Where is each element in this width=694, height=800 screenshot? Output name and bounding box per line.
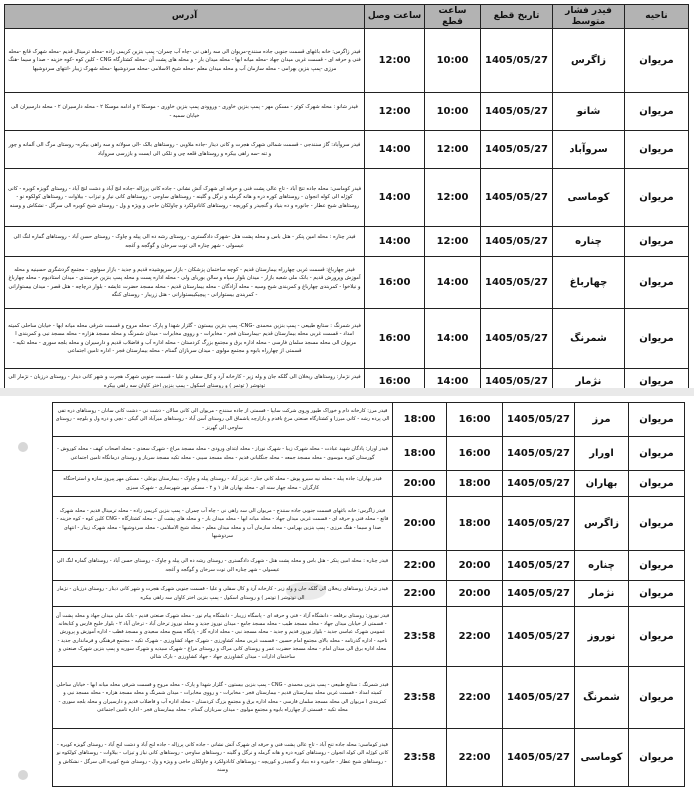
row-address: فیدر شانو : محله شهرک کوثر - مسکن مهر - پمپ بنزین خاوری - وروودی پمپ بنزین خاوری - موسکا ۲ و ادامه موسکا ۲ - محله دارسیران ۲ - محله دارسیران الی خیابان سمیه - [5,93,365,131]
row-address: فیدر شمرنگ : ستابع طبیعی - پمپ بنزین محمدی -CNG- پمپ بنزین بیستون - گلزار شهدا و پارک -محله مروح و قسمت شرقی محله میانه ابها - خیابان ساحلی کمیته امداد - قسمت غربی محله بیمارستان قدیم -بیمارستان فجر - مخابرات - و رووی مخابرات - میدان شمرنگ و محله مسجد هزاره - محله مسجد نبی و کمربندی ا مریوان الی محله مسجد سلمان فارسی - محله اداره برق و مجتمع بزرگ کردستان - محله اداره آب و فاضلاب قدیم و دارسیران و محله بلجه سوری - محله تکیه - قسمتی از چهارراه بابوه و مجتمع مولوی - میدان سربازان گمنام - محله بیمارستان فجر - اداره تامین اجتماعی [5,309,365,369]
table-row [53,437,685,471]
row-cut-time: 18:00 [447,471,503,497]
row-cut-time: 14:00 [425,369,481,395]
outage-table-top [4,4,689,395]
row-feeder: زاگرس [575,497,629,551]
row-feeder: چناره [575,551,629,581]
row-restore-time: 23:58 [393,729,447,787]
row-cut-time: 18:00 [447,497,503,551]
header-cut-time: ساعت قطع [425,5,481,29]
row-address: فیدر زاگرس: خانه باغهای قسمت جنوبی جاده سنندج - مریوان الی سه راهی نی - چاه آب چمران - پمپ بنزین کریمی زاده - محله ترمینال قدیم - محله شهرک قانع - محله فنی و حرفه ای - قسمت غربی میدان جهاد - محله میانه ابها - محله میدان بار - و محله های پشت آن - محله کشتارگاه - CNG کلین کوه - کوه خزینه - صدا و سیما - هنگ مرزی - پمپ بنزین بهرامی - محله سازمان آب و محله میدان معلم - محله شیخ الاسلامی - محله سردوشیها - محله شهرک زیبار - انتهای سردوشیها [53,497,393,551]
row-cut-time: 22:00 [447,729,503,787]
row-restore-time: 16:00 [365,257,425,309]
row-date: 1405/05/27 [503,471,575,497]
table-row [53,551,685,581]
row-area: مریوان [629,551,685,581]
row-restore-time: 16:00 [365,369,425,395]
row-area: مریوان [629,667,685,729]
row-date: 1405/05/27 [481,93,553,131]
row-restore-time: 23:58 [393,607,447,667]
table-row [5,29,689,93]
row-restore-time: 12:00 [365,29,425,93]
row-feeder: نژمار [553,369,625,395]
row-area: مریوان [625,369,689,395]
row-cut-time: 16:00 [447,437,503,471]
row-area: مریوان [625,93,689,131]
row-area: مریوان [629,729,685,787]
table-row [53,607,685,667]
outage-table-bottom [52,402,685,787]
scan-hole-mark [18,442,28,452]
row-address: فیدر زاگرس: خانه باغهای قسمت جنوبی جاده سنندج-مریوان الی سه راهی نی -چاه آب چمران- پمپ بنزین کریمی زاده -محله ترمینال قدیم -محله شهرک قانع -محله فنی و حرفه ای - قسمت غربی میدان جهاد -محله میانه ابها - محله میدان بار - و محله های پشت آن -محله کشتارگاه CNG - کلین کوه -کوه خزینه - صدا و سیما -هنگ مرزی -پمپ بنزین بهرامی - محله سازمان آب و محله میدان معلم -محله شیخ الاسلامی -محله سردوشیها -محله شهرک زیبار -انتهای سردوشیها [5,29,365,93]
table-row [5,93,689,131]
row-cut-time: 20:00 [447,551,503,581]
row-feeder: بهاران [575,471,629,497]
table-row [53,497,685,551]
row-feeder: نژمار [575,581,629,607]
row-address: فیدر کوماسی: محله جاده تنج آباد - تاج عالی پشت فنی و حرفه ای شهرک آتش نشانی - جاده کانی پرزاله -جاده لنج آباد و دشت لنج آباد - روستای گویزه کویره - کانی کوژله الی کوله انجوان - روستاهای کوره دره و هانه گرمله و نرگل و گلینه - روستاهای ساوجی - روستاهای کانی نیاز و تیزاب - بیلاوات - روستاهای کولکوه نو - روستاهای شیخ عطار - جانوره و ده بنیاد و گنجیدر و کوریچه - روستاهای کانادولکرد و چاولکان حاجی و ویژه و ول - روستای شیخ کویره الی سرگل - نشکاش و وسنه [5,169,365,227]
row-address: فیدر چناره : محله امین پنکر - هتل باس و محله پشت هتل -شهرک دادگستری - روستای رشه ده الی پیله و چاوک - روستای حسن آباد - روستاهای گماره لنگ الی عیسولی - شهر چناره الی توت سرخان و گوگجه و آغجه [5,227,365,257]
table-row [5,131,689,169]
row-area: مریوان [629,581,685,607]
row-date: 1405/05/27 [503,437,575,471]
outage-sheet-bottom [0,396,694,800]
row-feeder: چناره [553,227,625,257]
row-date: 1405/05/27 [503,551,575,581]
row-cut-time: 20:00 [447,581,503,607]
row-address: فیدر شمرنگ : ستابع طبیعی - پمپ بنزین محمدی - CNG - پمپ بنزین بیستون - گلزار شهدا و پارک - محله مروح و قسمت شرقی محله میانه ابها - خیابان ساحلی کمیته امداد - قسمت غربی محله بیمارستان قدیم - بیمارستان فجر - مخابرات - و رووی مخابرات - میدان شمرنگ و محله مسجد هزاره - محله مسجد نبی و کمربندی ا مریوان الی محله مسجد سلمان فارسی - محله اداره برق و مجتمع بزرگ کردستان - محله اداره آب و فاضلاب قدیم و دارسیران و محله بلجه سوری - محله تکیه - قسمتی از چهارراه بابوه و مجتمع مولوی - میدان سربازان گمنام - محله بیمارستان فجر - اداره تامین اجتماعی [53,667,393,729]
row-address: فیدر چناره : محله امین پنکر - هتل باس و محله پشت هتل - شهرک دادگستری - روستای رشه ده الی پیله و چاوک - روستای حسن آباد - روستاهای گماره لنگ الی عیسولی - شهر چناره الی توت سرخان و گوگجه و آغجه [53,551,393,581]
row-date: 1405/05/27 [481,369,553,395]
row-restore-time: 16:00 [365,309,425,369]
row-area: مریوان [625,131,689,169]
header-area: ناحیه [625,5,689,29]
row-feeder: کوماسی [553,169,625,227]
header-restore-time: ساعت وصل [365,5,425,29]
row-cut-time: 14:00 [425,309,481,369]
scan-hole-mark [18,770,28,780]
row-feeder: سروآباد [553,131,625,169]
table-row [53,581,685,607]
row-address: فیدر سروآباد: گاز سنندجی - قسمت شمالی شهرک هجرت و کانی دینار -جاده ملاوبی - روستاهای بالک -الی سولانه و سه راهی بیکره- روستای مرگ الی آلمانه و چور و تنه -سه راهی بیکره و روستاهای قلعه چی و تلکی الی ایست و بازرسی سروآباد [5,131,365,169]
row-address: فیدر چهارباغ: قسمت غربی چهارراه بیمارستان قدیم - کوچه ساختمان پزشکان - بازار سرپوشیده قدیم و جدید - بازار سولوی - مجتمع گردشگری حسینیه و محله آموزش وپرورش قدیم - بانک ملی شعبه بازار - میدان بلوار سپاه و سالن بوریای ولی - محله اداره پست و محله پمپ بنزین خرسندی - میدان استادیوم - محله چهارباغ و نیلاخوا - کمربندی چهارباغ و کمربندی شیخ وسیه - محله آزادگان - محله بیمارستان قدیم - محله مسجد حضرت عایشه - بلوار درچاچه - هتل قصر - میدان بیستوارانی - کمربندی بیستوارانی - پیچیکیبستوارانی - هتل زریبار - روستای کنگه [5,257,365,309]
row-area: مریوان [625,309,689,369]
page-separator [0,388,694,396]
row-restore-time: 20:00 [393,471,447,497]
table-row [53,729,685,787]
row-restore-time: 20:00 [393,497,447,551]
row-address: فیدر بهاران: جاده پیله - محله نیه سیرو پوش - محله کانی جنار - عزیز آباد - روستای پیله و چاوک - بیمارستان بوعلی - مسکن مهر پیروز سازه و استراحتگاه کارگران - محله چهار سنه ای - محله بهاران فاز ۱ و ۲ - مسکن مهر شهرسازی - شهرک سبزی [53,471,393,497]
row-feeder: شمرنگ [575,667,629,729]
row-date: 1405/05/27 [503,403,575,437]
row-restore-time: 14:00 [365,169,425,227]
row-cut-time: 12:00 [425,131,481,169]
row-feeder: چهارباغ [553,257,625,309]
row-area: مریوان [629,497,685,551]
row-restore-time: 22:00 [393,581,447,607]
row-address: فیدر نژمار: روستاهای ریخلان الی گلکه جان و وله زیر - کارخانه آرد و کال سقلی و علیا - قسمت جنوبی شهرک هجرت و شهر کانی دینار - روستای درزیان - نژمار الی توتوشر ( توتمر ) و روستای اسکول - پمپ بنزین اختر کاوان سه راهی بیکره [5,369,365,395]
row-feeder: شانو [553,93,625,131]
row-address: فیدر نوروز: روستای برقلعه - دانشگاه آزاد - فنی و حرفه ای - پاسگاه زریبار - دانشگاه پیام نور - محله شهرک صنعتی قدیم - بانک ملی میدان جهاد و محله پشت آن - قسمتی از خیابان میدان جهاد - محله مسجد طیب - محله مسجد جامع - میدان نوروز جدید و محله نوروز ترخان آباد - ترخان آباد ۲ - بلوار خلیج فارس و کتابخانه عمومی شهرک عباسی جدید - بلوار نوروز قدیم و جدید - محله مسجد نبی - محله اداره گاز - پایگاه بسیج محله سعیدی و مسجد قطب - اداره آموزش و پرورش ناحیه - اداره گذرنامه - محله بالای مجتمع امام حسین - قسمت غربی محله کشاورزی - شهرک جهاد کشاورزی - شهرک تکیه - مجتمع فرهنگی و فرمانداری جدید - محله اداره برق الی میدان امام - محله مسجد حضرت عمر و روستای کانی مراک و روستای مراغ - شهرک سیدیه و شهرک سوریه و پمپ بنزین شهرک صنعتی و ساختمان ادارات - میدان کشاورزی جهاد - جهاد کشاورزی - بارک شالی [53,607,393,667]
row-area: مریوان [629,403,685,437]
row-date: 1405/05/27 [481,227,553,257]
row-feeder: کوماسی [575,729,629,787]
table-row [53,403,685,437]
row-feeder: اورار [575,437,629,471]
table-row [5,257,689,309]
row-date: 1405/05/27 [503,581,575,607]
row-date: 1405/05/27 [481,131,553,169]
row-date: 1405/05/27 [481,29,553,93]
row-cut-time: 10:00 [425,29,481,93]
table-row [53,471,685,497]
row-date: 1405/05/27 [503,667,575,729]
row-cut-time: 10:00 [425,93,481,131]
table-row [53,667,685,729]
row-restore-time: 18:00 [393,437,447,471]
header-date: تاریخ قطع [481,5,553,29]
row-date: 1405/05/27 [503,729,575,787]
outage-sheet-top [0,0,694,388]
row-area: مریوان [629,607,685,667]
header-address: آدرس [5,5,365,29]
row-cut-time: 14:00 [425,257,481,309]
row-date: 1405/05/27 [503,607,575,667]
header-feeder: فیدر فشار متوسط [553,5,625,29]
row-area: مریوان [625,257,689,309]
row-area: مریوان [625,169,689,227]
row-cut-time: 12:00 [425,227,481,257]
row-cut-time: 16:00 [447,403,503,437]
row-restore-time: 12:00 [365,93,425,131]
row-date: 1405/05/27 [503,497,575,551]
row-feeder: مرز [575,403,629,437]
row-address: فیدر مرز: کارخانه دام و خوراک طیور وروی شرکت سایپا - قسمتی از جاده سنندج - مریوان الی کانی سالان - دشت نی - دشت کانی سانان - روستاهای دره تفی الی پرده رشه - کانی میرزا و کشتارگاه صنعتی مرغ باقدم و بازارچه یاشماق الی روستای آسن آباد - روستاهای میرآباد الی گیکن - نچی و دره ول و بلوچه - روستای ساوجی الی گهرنز - [53,403,393,437]
row-date: 1405/05/27 [481,309,553,369]
row-address: فیدر کوماسی: محله جاده تنج آباد - تاج عالی پشت فنی و حرفه ای شهرک آتش نشانی - جاده کانی پرزاله - جاده لنج آباد و دشت لنج آباد - روستای گویزه کویره - کانی کوژله الی کوله انجوان - روستاهای کوره دره و هانه گرمله و نرگل و گلینه - روستاهای ساوجی - روستاهای کانی نیاز و تیزاب - بیلاوات - روستاهای کولکوه نو - روستاهای شیخ عطار - جانوره و ده بنیاد و گنجیدر و کوریچه - روستاهای کانادولکرد و چاولکان حاجی و ویژه و ول - روستای شیخ کویره الی سرگل - نشکاش و وسنه [53,729,393,787]
row-restore-time: 22:00 [393,551,447,581]
row-date: 1405/05/27 [481,169,553,227]
table-header-row [5,5,689,29]
row-cut-time: 22:00 [447,667,503,729]
row-feeder: شمرنگ [553,309,625,369]
row-restore-time: 14:00 [365,227,425,257]
row-area: مریوان [625,227,689,257]
row-date: 1405/05/27 [481,257,553,309]
row-feeder: نوروز [575,607,629,667]
row-area: مریوان [629,437,685,471]
row-cut-time: 12:00 [425,169,481,227]
table-row [5,309,689,369]
row-feeder: زاگرس [553,29,625,93]
row-address: فیدر نژمار: روستاهای ریخلان الی گلکه جان و وله زیر - کارخانه آرد و کال سقلی و علیا - قسمت جنوبی شهرک هجرت و شهر کانی دینار - روستای درزیان - نژمار الی توتوشر ( توتمر ) و روستای اسکول - پمپ بنزین اختر کاوان سه راهی بیکره [53,581,393,607]
row-cut-time: 22:00 [447,607,503,667]
row-address: فیدر اورار: پادگان شهید عبادت - محله شهرک زیبا - شهرک نوراز - محله ابتدای ورودی - محله مسجد مراغ - شهرک سعدی - محله اصحاب کهف - محله کوروش - گورستان کوره موسوی - محله مسجد جمعه - محله جنگلبانی قدیم - محله مسجد سیبی - محله تکیه مسجد سرباز و روستای درمانگاه تامین اجتماعی [53,437,393,471]
row-restore-time: 18:00 [393,403,447,437]
table-row [5,227,689,257]
row-area: مریوان [625,29,689,93]
row-restore-time: 14:00 [365,131,425,169]
row-restore-time: 23:58 [393,667,447,729]
table-row [5,169,689,227]
row-area: مریوان [629,471,685,497]
